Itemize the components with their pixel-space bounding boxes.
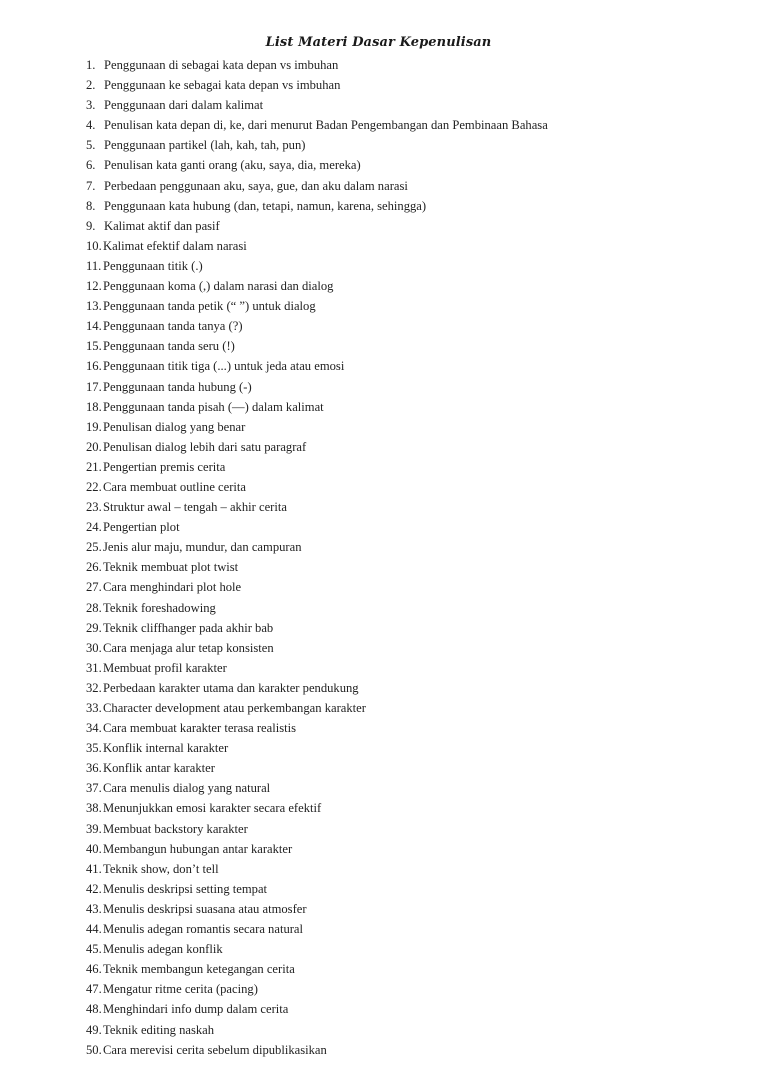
list-item-number: 40. (86, 841, 102, 856)
list-item-number: 10. (86, 238, 102, 253)
list-item-number: 18. (86, 399, 102, 414)
list-item-number: 19. (86, 419, 102, 434)
list-item-text: Penulisan kata depan di, ke, dari menurut Badan Pengembangan dan Pembinaan Bahasa (104, 118, 548, 133)
list-item-number: 29. (86, 620, 102, 635)
list-item-text: Penggunaan partikel (lah, kah, tah, pun) (104, 138, 306, 153)
list-item-number: 8. (86, 198, 96, 213)
list-item-text: Mengatur ritme cerita (pacing) (103, 982, 258, 997)
list-item-number: 42. (86, 881, 102, 896)
list-item-text: Membangun hubungan antar karakter (103, 841, 293, 856)
list-item-number: 5. (86, 138, 96, 153)
list-item-text: Jenis alur maju, mundur, dan campuran (103, 540, 302, 555)
list-item-text: Konflik antar karakter (103, 761, 215, 776)
list-item-number: 47. (86, 982, 102, 997)
list-item-text: Penggunaan tanda seru (!) (103, 339, 235, 354)
list-item-text: Cara menjaga alur tetap konsisten (103, 640, 274, 655)
list-item-number: 28. (86, 600, 102, 615)
list-item-text: Teknik membangun ketegangan cerita (103, 962, 295, 977)
list-item-number: 7. (86, 178, 96, 193)
list-item-text: Pengertian plot (103, 520, 180, 535)
list-item-number: 50. (86, 1042, 102, 1057)
document-title: List Materi Dasar Kepenulisan (265, 35, 492, 50)
list-item-text: Menulis adegan konflik (103, 942, 223, 957)
list-item-text: Penggunaan tanda pisah (—) dalam kalimat (103, 399, 324, 414)
list-item-number: 49. (86, 1022, 102, 1037)
list-item-text: Kalimat efektif dalam narasi (103, 238, 247, 253)
list-item-number: 23. (86, 500, 102, 515)
list-item-text: Cara merevisi cerita sebelum dipublikasikan (103, 1042, 327, 1057)
list-item-text: Cara menghindari plot hole (103, 580, 242, 595)
list-item-number: 13. (86, 299, 102, 314)
list-item-text: Penggunaan kata hubung (dan, tetapi, namun, karena, sehingga) (104, 198, 427, 213)
list-item-text: Penggunaan ke sebagai kata depan vs imbuhan (104, 78, 341, 93)
list-item-text: Struktur awal – tengah – akhir cerita (103, 500, 287, 515)
list-item-number: 31. (86, 660, 102, 675)
list-item-text: Penggunaan tanda tanya (?) (103, 319, 243, 334)
list-item-number: 43. (86, 901, 102, 916)
list-item-number: 33. (86, 701, 102, 715)
list-item-number: 6. (86, 158, 96, 173)
list-item-text: Teknik editing naskah (103, 1022, 215, 1037)
list-item-number: 37. (86, 781, 102, 796)
list-item-number: 14. (86, 319, 102, 334)
list-item-number: 3. (86, 98, 96, 113)
list-item-number: 45. (86, 942, 102, 957)
list-item-number: 36. (86, 761, 102, 776)
list-item-text: Cara membuat outline cerita (103, 479, 247, 494)
list-item-text: Menulis adegan romantis secara natural (103, 922, 304, 937)
list-item-text: Cara membuat karakter terasa realistis (103, 721, 297, 736)
list-item-text: Penggunaan tanda hubung (-) (103, 379, 252, 394)
list-item-text: Menulis deskripsi setting tempat (103, 881, 268, 896)
list-item-text: Perbedaan penggunaan aku, saya, gue, dan aku dalam narasi (104, 178, 408, 193)
list-item-text: Menulis deskripsi suasana atau atmosfer (103, 901, 307, 916)
list-item-number: 1. (86, 58, 96, 72)
list-item-number: 35. (86, 741, 102, 756)
list-item-text: Menghindari info dump dalam cerita (103, 1002, 289, 1017)
list-item-number: 48. (86, 1002, 102, 1017)
list-item-text: Penggunaan tanda petik (“ ”) untuk dialog (103, 299, 316, 314)
list-item-text: Penggunaan titik (.) (103, 258, 203, 273)
list-item-number: 22. (86, 479, 102, 494)
list-item-number: 26. (86, 560, 102, 575)
list-item-number: 2. (86, 78, 96, 93)
list-item-text: Penulisan dialog lebih dari satu paragraf (103, 439, 307, 454)
list-item-number: 15. (86, 339, 102, 354)
list-item-text: Teknik show, don’t tell (103, 861, 219, 876)
list-item-text: Perbedaan karakter utama dan karakter pendukung (103, 680, 359, 695)
list-item-number: 12. (86, 279, 102, 294)
list-item-text: Membuat backstory karakter (103, 821, 248, 836)
list-item-number: 30. (86, 640, 102, 655)
list-item-text: Cara menulis dialog yang natural (103, 781, 271, 796)
list-item-text: Menunjukkan emosi karakter secara efektif (103, 801, 322, 816)
list-item-text: Konflik internal karakter (103, 741, 229, 756)
list-item-number: 39. (86, 821, 102, 836)
list-item-text: Teknik cliffhanger pada akhir bab (103, 620, 274, 635)
list-item-text: Penggunaan dari dalam kalimat (104, 98, 264, 113)
list-item-number: 32. (86, 680, 102, 695)
list-item-number: 9. (86, 218, 96, 233)
list-item-text: Penggunaan titik tiga (...) untuk jeda atau emosi (103, 359, 345, 374)
list-item-text: Penggunaan koma (,) dalam narasi dan dialog (103, 279, 334, 294)
list-item-number: 4. (86, 118, 96, 133)
list-item-text: Penggunaan di sebagai kata depan vs imbuhan (104, 58, 339, 72)
list-item-text: Penulisan dialog yang benar (103, 419, 246, 434)
list-item-number: 20. (86, 439, 102, 454)
list-item-number: 44. (86, 922, 102, 937)
list-item-number: 25. (86, 540, 102, 555)
list-item-number: 16. (86, 359, 102, 374)
list-item-text: Pengertian premis cerita (103, 459, 226, 474)
list-item-number: 21. (86, 459, 102, 474)
list-item-text: Teknik membuat plot twist (103, 560, 239, 575)
list-item-number: 27. (86, 580, 102, 595)
list-item-text: Character development atau perkembangan karakter (103, 701, 366, 715)
list-item-number: 46. (86, 962, 102, 977)
list-item-number: 38. (86, 801, 102, 816)
list-item-number: 11. (86, 258, 102, 273)
list-item-text: Membuat profil karakter (103, 660, 227, 675)
list-item-number: 34. (86, 721, 102, 736)
list-item-text: Teknik foreshadowing (103, 600, 216, 615)
list-item-text: Kalimat aktif dan pasif (104, 218, 220, 233)
list-item-number: 41. (86, 861, 102, 876)
list-item-number: 24. (86, 520, 102, 535)
list-item-number: 17. (86, 379, 102, 394)
list-item-text: Penulisan kata ganti orang (aku, saya, dia, mereka) (104, 158, 361, 173)
